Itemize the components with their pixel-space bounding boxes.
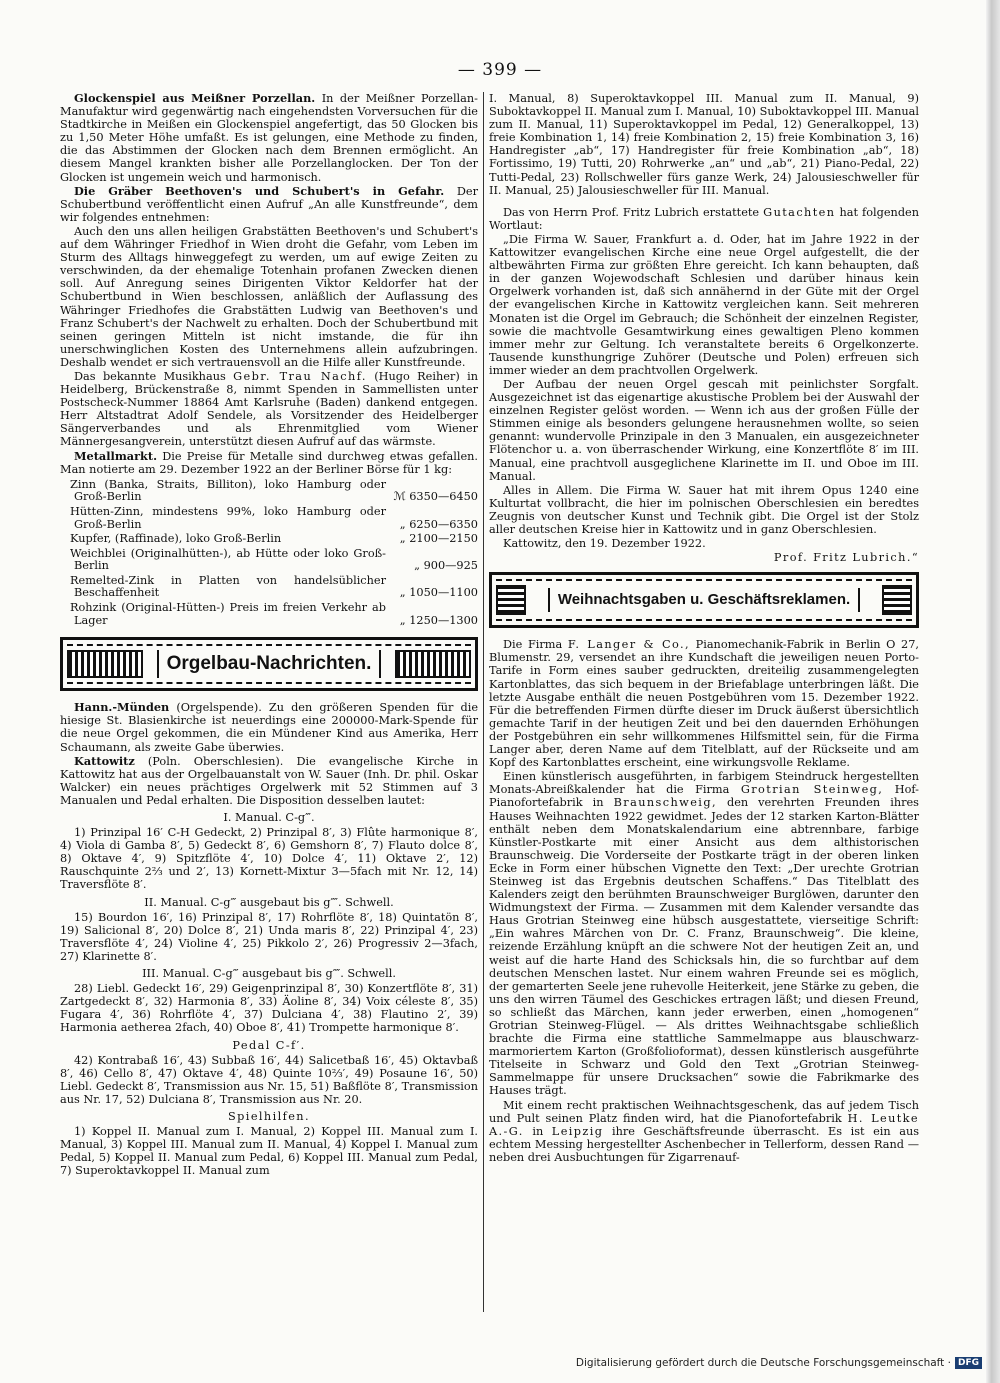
text-langer-intro: Die Firma — [503, 638, 563, 652]
text-musikhaus: Das bekannte Musikhaus — [74, 369, 226, 383]
ornament-right — [882, 585, 912, 615]
gutachten-place-date: Kattowitz, den 19. Dezember 1922. — [503, 537, 706, 551]
dfg-logo: DFG — [955, 1357, 982, 1369]
text-grotrian-hof: Hof-Pianofortefabrik in — [489, 783, 919, 810]
city-braunschweig: Braunschweig, — [613, 796, 717, 810]
banner-orgelbau — [60, 637, 478, 691]
price-value: ℳ 6350—6450 — [393, 490, 478, 504]
price-table — [60, 479, 478, 630]
article-langer — [489, 638, 919, 769]
gutachten-paragraph-2: Der Aufbau der neuen Orgel gescah mit peinlichster Sorgfalt. Ausgezeichnet ist das eigenartige akustische Problem bei der Auswahl der einzelnen Register gelöst worden. — Wenn ich aus der großen Fülle der Stimmen einige als besonders gelungene herausnehmen wollte, so seien genannt: wundervolle Prinzipale in den 3 Manualen, ein ausgezeichneter Flötenchor u. a. von überraschender Wirkung, eine Konzertflöte 8′ im III. Manual, eine prachtvoll ausgeglichene Klarinette im II. und Oboe im III. Manual. — [489, 377, 919, 483]
paragraph-graeber-3 — [60, 370, 478, 449]
heading-manual-3: III. Manual. C-g‴ ausgebaut bis g⁗. Schwell. — [142, 967, 396, 981]
price-item: Hütten-Zinn, mindestens 99%, loko Hamburg oder Groß-Berlin — [70, 504, 386, 531]
price-value: „ 1050—1100 — [399, 586, 478, 600]
text-grotrian-intro: Einen künstlerisch ausgeführten, in farbigem Steindruck hergestellten Monats-Abreißkalender hat die Firma — [489, 770, 919, 797]
left-column — [60, 92, 478, 1178]
text-manual-2: 15) Bourdon 16′, 16) Prinzipal 8′, 17) Rohrflöte 8′, 18) Quintatön 8′, 19) Salicional 8′, 20) Dolce 8′, 21) Unda maris 8′, 22) Prinzipal 4′, 23) Traversflöte 4′, 24) Violine 4′, 25) Pikkolo 2′, 26) Progressiv 2—3fach, 27) Klarinette 8′. — [60, 910, 478, 963]
city-leipzig: Leipzig — [551, 1124, 604, 1138]
article-glockenspiel — [60, 92, 478, 184]
text-metallmarkt: Die Preise für Metalle sind durchweg etwas gefallen. Man notierte am 29. Dezember 1922 an der Berliner Börse für 1 kg: — [60, 449, 478, 476]
heading-manual-1: I. Manual. C-g‴. — [223, 811, 315, 824]
text-gutachten-intro: Das von Herrn Prof. Fritz Lubrich erstattete — [503, 205, 760, 219]
article-graeber — [60, 185, 478, 224]
ornament-left — [496, 585, 526, 615]
text-spielhilfen-continued: I. Manual, 8) Superoktavkoppel III. Manual zum II. Manual, 9) Suboktavkoppel II. Manual zum I. Manual, 10) Suboktavkoppel III. Manual zum II. Manual, 11) Superoktavkoppel im Pedal, 12) Generalkoppel, 13) freie Kombination 1, 14) freie Kombination 2, 15) freie Kombination 3, 16) Handregister „ab“, 17) Handregister für freie Kombination „ab“, 18) Fortissimo, 19) Tutti, 20) Rohrwerke „an“ und „ab“, 21) Piano-Pedal, 22) Tutti-Pedal, 23) Rollschweller fürs ganze Werk, 24) Jalousieschweller für II. Manual, 25) Jalousieschweller für III. Manual. — [489, 92, 919, 197]
text-pedal: 42) Kontrabaß 16′, 43) Subbaß 16′, 44) Salicetbaß 16′, 45) Oktavbaß 8′, 46) Cello 8′, 47) Oktave 4′, 48) Quinte 10⅔′, 49) Posaune 16′, 50) Liebl. Gedeckt 8′, Transmission aus Nr. 15, 51) Baßflöte 8′, Transmission aus Nr. 17, 52) Dulciana 8′, Transmission aus Nr. 20. — [60, 1053, 478, 1106]
text-kattowitz: (Poln. Oberschlesien). Die evangelische Kirche in Kattowitz hat aus der Orgelbauanstalt von W. Sauer (Inh. Dr. phil. Oskar Walcker) ein neues prächtiges Orgelwerk mit 52 Stimmen auf 3 Manualen und Pedal erhalten. Die Disposition desselben lautet: — [60, 754, 478, 807]
heading-hann-muenden: Hann.-Münden — [74, 700, 170, 715]
heading-pedal: Pedal C-f′. — [232, 1038, 306, 1052]
price-value: „ 2100—2150 — [399, 532, 478, 546]
text-leutke-in: in — [532, 1124, 544, 1138]
price-item: Zinn (Banka, Straits, Billiton), loko Hamburg oder Groß-Berlin — [70, 477, 386, 504]
table-row — [60, 479, 478, 506]
price-item: Rohzink (Original-Hütten-) Preis im freien Verkehr ab Lager — [70, 601, 386, 627]
text-hann-muenden: (Orgelspende). Zu den größeren Spenden für die hiesige St. Blasienkirche ist neuerdings eine 200000-Mark-Spende für die neue Orgel gekommen, die ein Mündener Kind aus Amerika, Herr Schaumann, als zweite Gabe überwies. — [60, 701, 479, 754]
price-value: „ 1250—1300 — [399, 613, 478, 627]
banner-weihnachtsgaben-title: Weihnachtsgaben u. Geschäftsreklamen. — [548, 588, 860, 612]
price-value: „ 6250—6350 — [399, 517, 478, 531]
article-metallmarkt — [60, 450, 478, 476]
gutachten-paragraph-3: Alles in Allem. Die Firma W. Sauer hat mit ihrem Opus 1240 eine Kulturtat vollbracht, die hier im polnischen Oberschlesien ein beredtes Zeugnis von deutscher Kunst und Technik gibt. Die Orgel ist der Stolz aller deutschen Kreise hier in Kattowitz und in ganz Oberschlesien. — [489, 483, 919, 536]
footer-text: Digitalisierung gefördert durch die Deutsche Forschungsgemeinschaft · — [575, 1357, 951, 1369]
word-gutachten: Gutachten — [763, 205, 836, 219]
text-spielhilfen: 1) Koppel II. Manual zum I. Manual, 2) Koppel III. Manual zum I. Manual, 3) Koppel III. Manual zum II. Manual, 4) Koppel I. Manual zum Pedal, 5) Koppel II. Manual zum Pedal, 6) Koppel III. Manual zum Pedal, 7) Superoktavkoppel II. Manual zum — [60, 1125, 478, 1178]
firm-grotrian: Grotrian Steinweg, — [740, 783, 884, 797]
price-item: Weichblei (Originalhütten-), ab Hütte oder loko Groß-Berlin — [70, 546, 386, 573]
footer — [576, 1357, 982, 1369]
heading-manual-2: II. Manual. C-g‴ ausgebaut bis g⁗. Schwell. — [144, 895, 394, 909]
text-graeber: Der Schubertbund veröffentlicht einen Aufruf „An alle Kunstfreunde“, dem wir folgendes entnehmen: — [60, 184, 478, 224]
gutachten-intro — [489, 206, 919, 232]
banner-weihnachtsgaben — [489, 572, 919, 628]
paragraph-graeber-2: Auch den uns allen heiligen Grabstätten Beethoven's und Schubert's auf dem Währinger Friedhof in Wien droht die Gefahr, vom Leben im Sturm des Alltags hinweggefegt zu werden, um auf ewige Zeiten zu verschwinden, da der ehemalige Totenhain profanen Zwecken dienen soll. Auf Anregung seines Dirigenten Viktor Keldorfer hat der Schubertbund in Wien beschlossen, anläßlich der Auflassung des Währinger Friedhofes die Grabstätten Ludwig van Beethoven's und Franz Schubert's der Nachwelt zu erhalten. Doch der Schubertbund mit seinen geringen Mitteln ist nicht imstande, die für ihn unerschwinglichen Kosten des Unternehmens allein aufzubringen. Deshalb wendet er sich vertrauensvoll an die Hilfe aller Kunstfreunde. — [60, 224, 478, 369]
banner-orgelbau-title: Orgelbau-Nachrichten. — [157, 650, 382, 678]
heading-graeber: Die Gräber Beethoven's und Schubert's in Gefahr. — [74, 183, 445, 198]
gutachten-paragraph-1: „Die Firma W. Sauer, Frankfurt a. d. Oder, hat im Jahre 1922 in der Kattowitzer evangelischen Kirche eine neue Orgel aufgestellt, die der altbewährten Firma zur größten Ehre gereicht. Ich kann behaupten, daß in der ganzen Wojewodschaft Schlesien und darüber hinaus kein Orgelwerk vorhanden ist, daß sich annähernd in der Güte mit der Orgel der evangelischen Kirche in Kattowitz vergleichen kann. Seit mehreren Monaten ist die Orgel im Gebrauch; die Schönheit der einzelnen Register, sowie die machtvolle Gesamtwirkung eines gewaltigen Pleno kommen immer mehr zur Geltung. Ich veranstaltete bereits 6 Orgelkonzerte. Tausende kunsthungrige Zuhörer (Deutsche und Polen) erfreuen sich immer wieder an dem prachtvollen Orgelwerk. — [489, 232, 919, 377]
article-hann-muenden — [60, 701, 478, 753]
table-row — [60, 506, 478, 533]
heading-metallmarkt: Metallmarkt. — [74, 448, 158, 463]
text-manual-1: 1) Prinzipal 16′ C-H Gedeckt, 2) Prinzipal 8′, 3) Flûte harmonique 8′, 4) Viola di Gamba 8′, 5) Gedeckt 8′, 6) Gemshorn 8′, 7) Flauto dolce 8′, 8) Oktave 4′, 9) Spitzflöte 4′, 10) Dolce 4′, 11) Oktave 2′, 12) Rauschquinte 2⅔ und 2′, 13) Kornett-Mixtur 3—5fach mit Nr. 12, 14) Traversflöte 8′. — [60, 826, 478, 892]
page-number: — 399 — — [457, 60, 543, 80]
article-kattowitz — [60, 755, 478, 807]
table-row — [60, 575, 478, 602]
heading-kattowitz: Kattowitz — [74, 753, 135, 768]
price-value: „ 900—925 — [414, 559, 478, 573]
price-item: Kupfer, (Raffinade), loko Groß-Berlin — [70, 532, 282, 546]
table-row — [60, 533, 478, 548]
article-grotrian — [489, 770, 919, 1097]
page-edge — [986, 0, 1000, 1383]
text-glockenspiel: In der Meißner Porzellan-Manufaktur wird gegenwärtig nach eingehendsten Vorversuchen für die Stadtkirche in Meißen ein Glockenspiel angefertigt, das 50 Glocken bis zu 1,50 Meter Höhe umfaßt. Es ist gelungen, eine Methode zu finden, die das Abstimmen der Glocken nach dem Brennen ermöglicht. An diesem Mangel krankten bisher alle Porzellanglocken. Der Ton der Glocken ist ungemein weich und harmonisch. — [60, 92, 478, 184]
text-leutke: ihre Geschäftsfreunde überrascht. Es ist ein aus echtem Messing hergestellter Aschenbecher in Tellerform, dessen Rand — neben drei Ausbuchtungen für Zigarrenauf- — [489, 1124, 920, 1164]
text-leutke-intro: Mit einem recht praktischen Weihnachtsgeschenk, das auf jedem Tisch und Pult seinen Platz finden wird, hat die Pianofortefabrik — [489, 1098, 919, 1125]
column-divider — [483, 92, 484, 1312]
table-row — [60, 602, 478, 629]
text-langer: Pianomechanik-Fabrik in Berlin O 27, Blumenstr. 29, versendet an ihre Kundschaft die jeweiligen neuen Porto-Tarife in Form eines sauber gedruckten, dreiteilig zusammengelegten Kartonblattes, das sich bequem in der Briefablage unterbringen läßt. Die letzte Ausgabe enthält die neuen Postgebühren vom 15. Dezember 1922. Für die betreffenden Firmen dürfte dieser im Druck äußerst übersichtlich gemachte Tarif in der heutigen Zeit und bei den dauernden Erhöhungen der Postgebühren ein sehr willkommenes Hilfsmittel sein, für die Firma Langer aber, deren Name auf dem Titelblatt, auf der Rückseite und am Kopf des Kartonblattes erscheint, eine wirkungsvolle Reklame. — [489, 638, 919, 770]
ornament-right — [395, 650, 471, 678]
firm-langer: F. Langer & Co., — [567, 638, 691, 652]
ornament-left — [67, 650, 143, 678]
firm-leutke: H. Leutke A.-G. — [489, 1111, 920, 1138]
firm-trau: Gebr. Trau Nachf. — [233, 369, 367, 383]
text-manual-3: 28) Liebl. Gedeckt 16′, 29) Geigenprinzipal 8′, 30) Konzertflöte 8′, 31) Zartgedeckt 8′, 32) Harmonia 8′, 33) Äoline 8′, 34) Voix céleste 8′, 35) Fugara 4′, 36) Rohrflöte 4′, 37) Dulciana 4′, 38) Flautino 2′, 39) Harmonia aetherea 2fach, 40) Oboe 8′, 41) Trompette harmonique 8′. — [60, 982, 478, 1035]
text-wortlaut: hat folgenden Wortlaut: — [489, 205, 920, 232]
heading-glockenspiel: Glockenspiel aus Meißner Porzellan. — [74, 91, 316, 105]
text-heidelberg: (Hugo Reiher) in Heidelberg, Brückenstraße 8, nimmt Spenden in Sammellisten unter Postscheck-Nummer 18864 Amt Karlsruhe (Baden) dankend entgegen. Herr Altstadtrat Adolf Sendele, als Vorsitzender des Heidelberger Sängerverbandes und als Ehrenmitglied vom Wiener Männergesangverein, unterstützt diesen Aufruf auf das wärmste. — [60, 369, 478, 449]
text-grotrian: den verehrten Freunden ihres Hauses Weihnachten 1922 gewidmet. Jedes der 12 starken Karton-Blätter enthält neben dem Monatskalendarium eine abtrennbare, farbige Künstler-Postkarte mit einer Ansicht aus dem althistorischen Braunschweig. Die Vorderseite der Postkarte trägt in der oberen linken Ecke in Form einer hübschen Vignette den Text: „Der urechte Grotrian Steinweg ist das Ergebnis deutschen Schaffens.“ Das Titelblatt des Kalenders zeigt den berühmten Braunschweiger Burglöwen, darunter den Widmungstext der Firma. — Zusammen mit dem Kalender versandte das Haus Grotrian Steinweg eine hübsch ausgestattete, vierseitige Schrift: „Ein wahres Märchen von Dr. C. Franz, Braunschweig“. Die kleine, reizende Erzählung knüpft an die schwere Not der heutigen Zeit an, und weist auf die harte Hand des Schicksals hin, die so furchtbar auf dem deutschen Menschen lastet. Nur einem wahren Freunde sei es möglich, der gemarterten Seele jene ruhevolle Heiterkeit, jene Stärke zu geben, die uns den wirren Täumel des Geschickes ertragen läßt; und diesen Freund, so schließt das Märchen, kann jeder erwerben, einen „homogenen“ Grotrian Steinweg-Flügel. — Als drittes Weihnachtsgabe schließlich brachte die Firma eine stattliche Sammelmappe aus blauschwarz-marmoriertem Karton (Großfolioformat), dessen künstlerisch ausgeführte Titelseite in Schwarz und Gold den Text „Grotrian Steinweg-Sammelmappe für unsere Drucksachen“ sowie die Fabrikmarke des Hauses trägt. — [489, 796, 920, 1098]
right-column — [489, 92, 919, 1165]
heading-spielhilfen: Spielhilfen. — [228, 1109, 310, 1123]
price-item: Remelted-Zink in Platten von handelsüblicher Beschaffenheit — [70, 573, 386, 600]
table-row — [60, 548, 478, 575]
gutachten-signature: Prof. Fritz Lubrich.“ — [773, 551, 919, 565]
article-leutke — [489, 1099, 919, 1164]
